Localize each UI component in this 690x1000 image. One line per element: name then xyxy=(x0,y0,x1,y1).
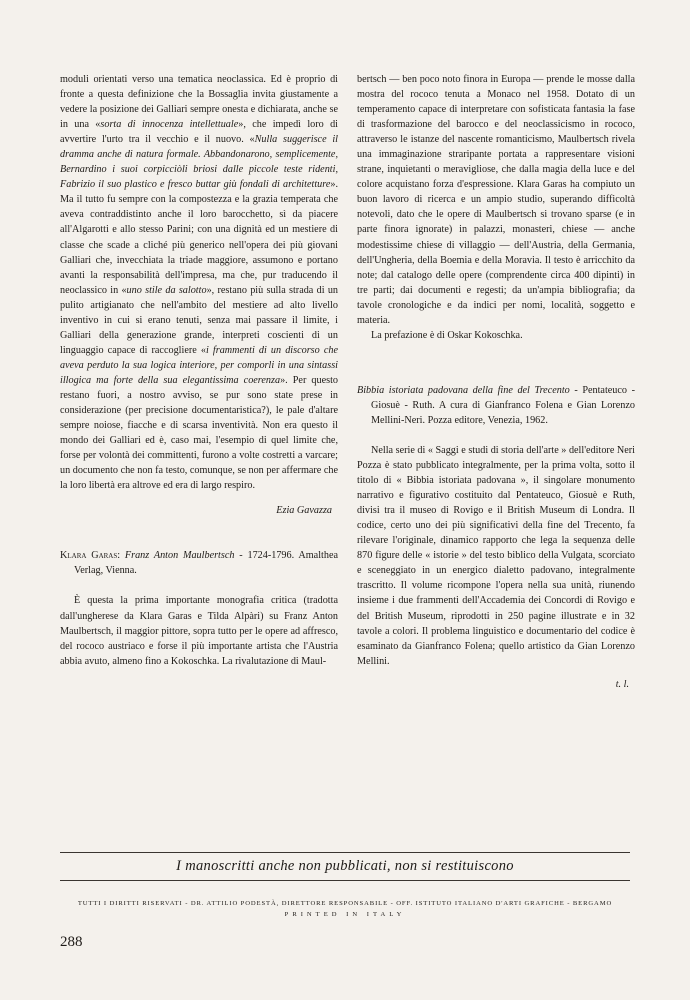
review-signature: Ezia Gavazza xyxy=(276,505,332,517)
review-paragraph-maulbertsch: È questa la prima importante monografia critica (tradotta dall'ungherese da Klara Garas e Tilda Alpàri) su Franz Anton Maulbertsch, il maggior pittore, sopra tutto per le opere ad affresco, del rococo austriaco e forse il più importante artista che l'Austria abbia avuto, almeno fino a Kokoschka. La rivalutazione di Maul- xyxy=(60,595,338,667)
printed-in-italy: PRINTED IN ITALY xyxy=(284,911,406,918)
right-column xyxy=(357,72,635,692)
notice-top-rule xyxy=(60,852,630,853)
notice-bottom-rule xyxy=(60,880,630,881)
review-paragraph-galliari: moduli orientati verso una tematica neoclassica. Ed è proprio di fronte a questa definizione che la Bossaglia invita giustamente a vedere la posizione dei Galliari sempre onesta e dichiarata, anche se in una «sorta di innocenza intellettuale», che impedì loro di avvertire l'urto tra il vecchio e il nuovo. «Nulla suggerisce il dramma anche di natura formale. Abbandonarono, semplicemente, Bernardino i suoi corpicciòli briosi dalle piccole teste ridenti, Fabrizio il suo plastico e fresco buttar giù fondali di architetture». Ma il tutto fu sempre con la compostezza e la grazia temperata che aveva contraddistinto anche il loro barocchetto, sì da piacere all'Algarotti e allo stesso Parini; con una dignità ed un mestiere di classe che scade a cliché più generico nell'opera dei più giovani Galliari che, invecchiata la triade maggiore, assumono e portano avanti la responsabilità dell'impresa, ma che, pur traducendo il neoclassico in «uno stile da salotto», restano più sulla strada di un pulito artigianato che nell'ambito del mestiere ad alto livello inventivo in cui si erano tenuti, senza mai passare il limite, i Galliari della generazione grande, interpreti coscienti di un linguaggio capace di raccogliere «i frammenti di un discorso che aveva perduto la sua logica interiore, per comporli in una sintassi illogica ma forte della sua elegantissima coerenza». Per questo restano fuori, a nostro avviso, se pur sono state prese in considerazione (per precisione documentaristica?), le pale d'altare sempre noiose, fiacche e di scarsa inventività. Non era questo il mondo dei Galliari ed è, caso mai, l'esempio di quel limite che, forse per volontà dei committenti, furono a volte costretti a varcare; un documento che non fa testo, comunque, se non per affermare che la loro libertà era altrove ed era di largo respiro. xyxy=(60,74,339,492)
review-paragraph-maulbertsch-cont: bertsch — ben poco noto finora in Europa — prende le mosse dalla mostra del rococo tenuta a Monaco nel 1958. Dotato di un temperamento capace di interpretare con sofisticata fantasia la fase di trasformazione del barocco e del neoclassicismo in rococo, attraverso le istanze del nascente romanticismo, Maulbertsch rivela una immaginazione straripante portata a rappresentare visioni strane, inquietanti o meravigliose, che dalla magia della luce e del colore acquistano forza d'espressione. Klara Garas ha compiuto un buon lavoro di ricerca e un ampio studio, superando difficoltà notevoli, dato che le opere di Maulbertsch si trovano sparse (e in parte finora ignorate) in palazzi, monasteri, chiese — anche modestissime chiese di villaggio — dell'Austria, della Germania, dell'Ungheria, della Boemia e della Moravia. Il testo è arricchito da note; dal catalogo delle opere (comprendente circa 400 dipinti) in tre parti; dai documenti e regesti; da un'ampia bibliografia; da tavole cronologiche e da indici per nomi, località, soggetto e materia. xyxy=(357,74,635,326)
book-entry-maulbertsch: Klara Garas: Franz Anton Maulbertsch - 1724-1796. Amalthea Verlag, Vienna. xyxy=(60,550,338,577)
imprint xyxy=(60,898,630,920)
preface-note: La prefazione è di Oskar Kokoschka. xyxy=(371,329,523,341)
left-column xyxy=(60,72,338,669)
review-signature: t. l. xyxy=(615,678,629,690)
imprint-line: TUTTI I DIRITTI RISERVATI - DR. ATTILIO PODESTÀ, DIRETTORE RESPONSABILE - OFF. ISTITUTO ITALIANO D'ARTI GRAFICHE - BERGAMO xyxy=(77,900,613,907)
review-paragraph-bibbia: Nella serie di « Saggi e studi di storia dell'arte » dell'editore Neri Pozza è stato pubblicato integralmente, per la prima volta, sotto il titolo di « Bibbia istoriata padovana », il singolare monumento narrativo e figurativo costituito dal Pentateuco, Giosuè e Ruth, divisi tra il museo di Rovigo e il British Museum di Londra. Il codice, certo uno dei più significativi della fine del Trecento, fa rilevare l'originale, dinamico rapporto che lega la sequenza delle 870 figure delle « istorie » del testo biblico della Vulgata, scorciato e sceneggiato in un energico dialetto padovano, integralmente trascritto. Il volume ricompone l'opera nella sua unità, riunendo insieme i due frammenti dell'Accademia dei Concordi di Rovigo e del British Museum, riprodotti in 250 pagine illustrate e in 32 tavole a colori. Il problema linguistico e documentario del codice è esaminato da Gianfranco Folena; quello artistico da Gian Lorenzo Mellini. xyxy=(357,444,635,667)
book-entry-bibbia: Bibbia istoriata padovana della fine del Trecento - Pentateuco - Giosuè - Ruth. A cura di Gianfranco Folena e Gian Lorenzo Mellini-Neri. Pozza editore, Venezia, 1962. xyxy=(357,384,635,426)
manuscripts-notice: I manoscritti anche non pubblicati, non si restituiscono xyxy=(176,858,514,874)
page-number: 288 xyxy=(60,934,83,950)
